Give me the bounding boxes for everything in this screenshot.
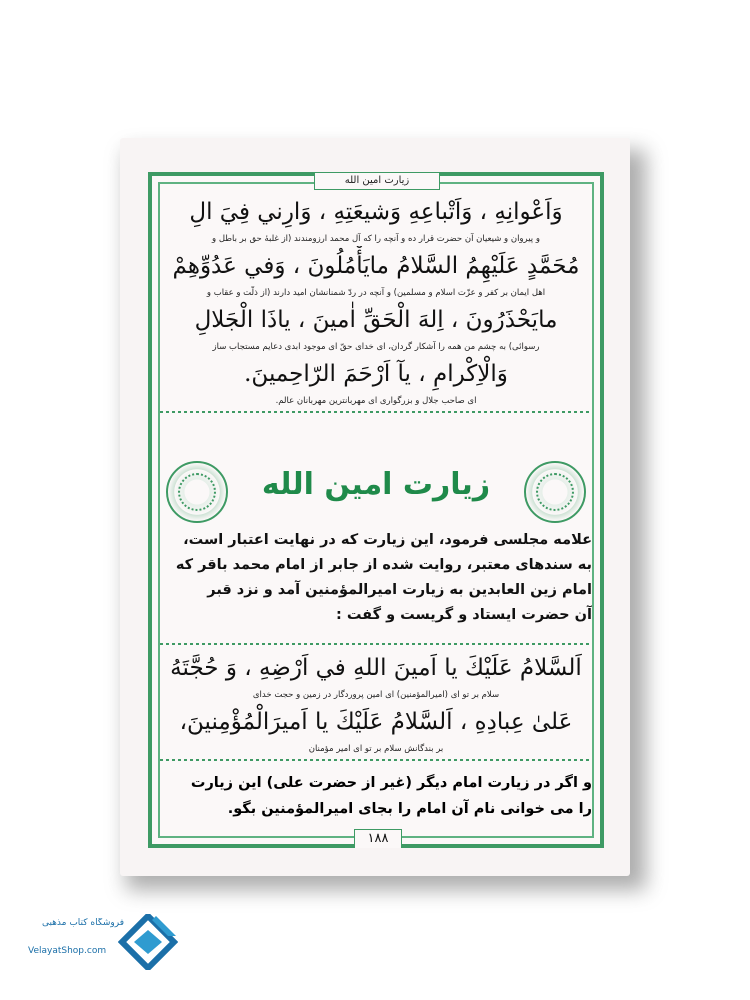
ornament-divider [160, 411, 592, 413]
logo-mark-icon [118, 914, 178, 970]
page-number: ۱۸۸ [354, 829, 402, 848]
arabic-line: مايَحْذَرُونَ ، اِلهَ الْحَقِّ اٰمينَ ، ياذَا الْجَلالِ [194, 307, 558, 333]
logo-text: فروشگاه کتاب مذهبی [41, 918, 124, 928]
translation-line: سلام بر تو ای (امیرالمؤمنین) ای امین پروردگار در زمین و حجت خدای [252, 690, 500, 700]
intro-line: علامه مجلسی فرمود، این زیارت که در نهایت اعتبار است، [183, 532, 592, 548]
prayer-top [160, 192, 592, 416]
arabic-line: اَلسَّلامُ عَلَيْكَ يا اَمينَ اللهِ في اَرْضِهِ ، وَ حُجَّتَهُ [170, 655, 582, 681]
intro-paragraph [160, 528, 592, 628]
ornament-divider [160, 643, 592, 645]
section-title: زیارت امین الله [261, 467, 491, 502]
arabic-line: عَلىٰ عِبادِهِ ، اَلسَّلامُ عَلَيْكَ يا اَميرَالْمُؤْمِنينَ، [179, 709, 573, 735]
translation-line: و پیروان و شیعیان آن حضرت قرار ده و آنچه را که آل محمد ارزومندند (از غلبهٔ حق بر باطل و [212, 234, 540, 244]
rosette-ornament-icon [524, 461, 586, 523]
ornament-divider [160, 759, 592, 761]
intro-line: آن حضرت ایستاد و گریست و گفت : [335, 607, 592, 623]
rosette-ornament-icon [166, 461, 228, 523]
running-header: زیارت امین الله [314, 173, 440, 190]
translation-line: بر بندگانش سلام بر تو ای امیر مؤمنان [308, 744, 444, 754]
intro-line: به سندهای معتبر، روایت شده از جابر از امام محمد باقر که [175, 557, 592, 573]
footer-paragraph [160, 770, 592, 822]
footer-line: و اگر در زیارت امام دیگر (غیر از حضرت علی) این زیارت [190, 775, 592, 791]
intro-line: امام زین العابدین به زیارت امیرالمؤمنین آمد و نزد قبر [207, 582, 592, 598]
section-title-row [160, 455, 592, 525]
arabic-line: وَاَعْوانِهِ ، وَاَتْباعِهِ وَشیعَتِهِ ، وَارِني فِيَ الِ [189, 199, 563, 225]
footer-line: را می خوانی نام آن امام را بجای امیرالمؤمنین بگو. [227, 801, 592, 817]
shop-logo[interactable] [18, 908, 288, 978]
translation-line: رسوائی) به چشم من همه را آشکار گردان، ای خدای حقّ ای موجود ابدی دعایم مستجاب ساز [212, 342, 540, 352]
logo-url: VelayatShop.com [28, 946, 107, 956]
zyarat-text [160, 640, 592, 764]
arabic-line: مُحَمَّدٍ عَلَيْهِمُ السَّلامُ مايَأْمُلُونَ ، وَفي عَدُوِّهِمْ [172, 253, 580, 279]
translation-line: اهل ایمان بر کفر و عزّت اسلام و مسلمین) و آنچه در ردّ شمنانشان امید دارند (از ذلّت و عقاب و [206, 288, 546, 298]
translation-line: ای صاحب جلال و بزرگواری ای مهربانترین مهربانان عالم. [275, 396, 477, 406]
arabic-line: وَالْاِكْرامِ ، يآ اَرْحَمَ الرّاحِمينَ. [244, 361, 508, 387]
